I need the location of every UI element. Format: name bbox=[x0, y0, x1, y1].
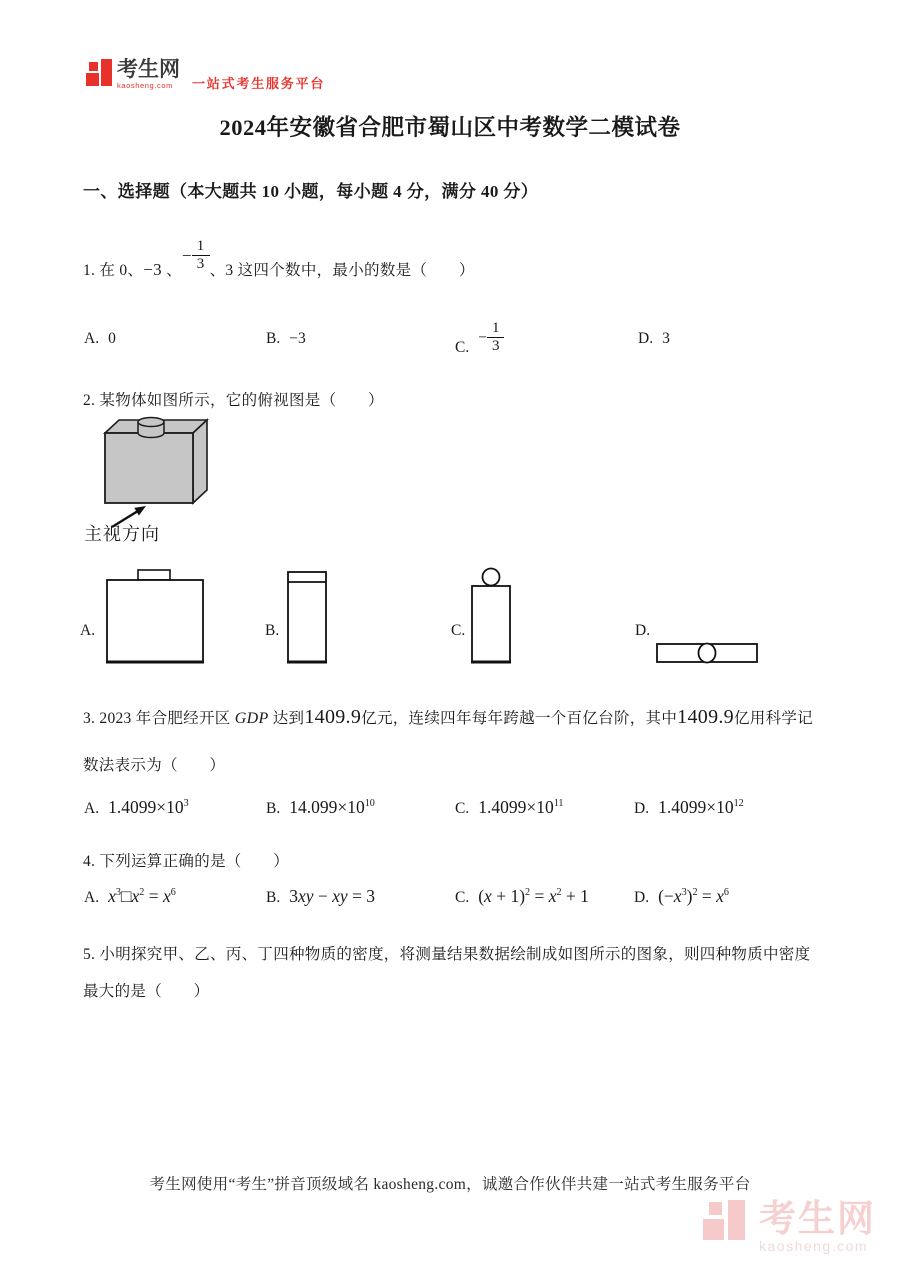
q1-option-c-frac-sign: − bbox=[478, 328, 487, 346]
q1-option-c-frac-num: 1 bbox=[487, 320, 505, 338]
watermark-text-block bbox=[759, 1200, 876, 1254]
q1-option-c-fraction bbox=[478, 320, 504, 356]
q3-option-d bbox=[634, 797, 744, 818]
brand-logo bbox=[86, 59, 325, 92]
page-title: 2024年安徽省合肥市蜀山区中考数学二模试卷 bbox=[219, 115, 681, 140]
q3-option-a bbox=[84, 797, 189, 818]
watermark-logo-icon bbox=[703, 1200, 749, 1252]
q4-option-b bbox=[266, 886, 375, 907]
view-direction-arrow-head bbox=[134, 506, 146, 516]
q4-option-d-value: $(-x^3)^2 = x^6$ bbox=[658, 886, 729, 906]
q3-gdp: GDP bbox=[234, 710, 269, 727]
q1-option-a-value: 0 bbox=[108, 330, 116, 347]
cylinder-top bbox=[138, 418, 164, 427]
shape-c-body bbox=[472, 586, 510, 662]
question-4-text: 4. 下列运算正确的是（ ） bbox=[83, 853, 290, 870]
q1-option-b-value: −3 bbox=[289, 330, 306, 347]
footer-text: 考生网使用“考生”拼音顶级域名 kaosheng.com，诚邀合作伙伴共建一站式考生服务平台 bbox=[149, 1176, 751, 1193]
q1-option-d-value: 3 bbox=[662, 330, 670, 347]
q4-option-b-value: 3xy − xy = 3 bbox=[289, 886, 376, 906]
q3-option-c-value: $1.4099\times 10^{11}$ bbox=[478, 797, 564, 817]
q3-part1: 3. 2023 年合肥经开区 bbox=[83, 710, 235, 727]
q1-fraction bbox=[182, 238, 210, 274]
watermark-brand-domain: kaosheng.com bbox=[759, 1238, 869, 1254]
shape-d-circle bbox=[699, 644, 716, 663]
q2-option-d-label: D. bbox=[635, 622, 651, 639]
question-1-text bbox=[83, 238, 475, 288]
q2-option-c-label: C. bbox=[451, 622, 466, 639]
watermark-brand-name: 考生网 bbox=[759, 1198, 876, 1239]
q3-option-d-label: D. bbox=[634, 800, 650, 817]
q1-option-d-label: D. bbox=[638, 330, 654, 347]
q2-option-a-label: A. bbox=[80, 622, 96, 639]
q1-suffix: 、3 这四个数中，最小的数是（ ） bbox=[209, 261, 475, 279]
q3-part2: 达到 bbox=[268, 710, 305, 727]
q3-option-c-label: C. bbox=[455, 800, 470, 817]
box-front-face bbox=[105, 433, 193, 503]
brand-text-block bbox=[117, 59, 180, 90]
q3-big-number-2: 1409.9 bbox=[677, 706, 734, 728]
box-side-face bbox=[193, 420, 207, 503]
brand-domain: kaosheng.com bbox=[117, 81, 173, 91]
q1-frac-den: 3 bbox=[196, 256, 205, 273]
question-5-text-line2: 最大的是（ ） bbox=[83, 983, 210, 1000]
question-3-text-line1 bbox=[83, 706, 813, 729]
question-5-text-line1: 5. 小明探究甲、乙、丙、丁四种物质的密度，将测量结果数据绘制成如图所示的图象，则四种物质中密度 bbox=[83, 946, 811, 963]
q3-part4: 亿用科学记 bbox=[733, 710, 813, 727]
brand-tagline: 一站式考生服务平台 bbox=[192, 76, 326, 91]
q3-option-b-label: B. bbox=[266, 800, 281, 817]
q1-option-c-label: C. bbox=[455, 338, 470, 356]
q1-option-a bbox=[84, 330, 116, 348]
q4-option-a bbox=[84, 886, 176, 907]
q2-option-shapes bbox=[75, 558, 795, 670]
q3-option-b-value: $14.099\times 10^{10}$ bbox=[289, 797, 375, 817]
q1-option-c-frac-den: 3 bbox=[491, 338, 500, 355]
q4-option-c bbox=[455, 886, 589, 907]
q4-option-c-value: $(x + 1)^2 = x^2 + 1$ bbox=[478, 886, 589, 906]
section-header: 一、选择题（本大题共 10 小题，每小题 4 分，满分 40 分） bbox=[83, 182, 539, 201]
q1-frac-sign: − bbox=[181, 245, 192, 265]
watermark-logo bbox=[703, 1200, 876, 1254]
q4-option-d bbox=[634, 886, 729, 907]
shape-c-circle bbox=[483, 569, 500, 586]
q1-neg3: −3 bbox=[143, 259, 162, 279]
q3-option-b bbox=[266, 797, 375, 818]
shape-a-body bbox=[107, 580, 203, 662]
q3-big-number-1: 1409.9 bbox=[304, 706, 362, 728]
q1-option-b-label: B. bbox=[266, 330, 281, 347]
q3-option-d-value: $1.4099\times 10^{12}$ bbox=[658, 797, 744, 817]
q1-sep: 、 bbox=[161, 261, 182, 279]
q4-option-d-label: D. bbox=[634, 889, 650, 906]
question-2-text: 2. 某物体如图所示，它的俯视图是（ ） bbox=[83, 392, 384, 409]
q3-part3: 亿元，连续四年每年跨越一个百亿台阶，其中 bbox=[361, 710, 678, 727]
q1-option-d bbox=[638, 330, 670, 348]
q1-option-c bbox=[455, 320, 504, 366]
question-3-text-line2: 数法表示为（ ） bbox=[83, 757, 226, 774]
q4-option-c-label: C. bbox=[455, 889, 470, 906]
kaosheng-logo-icon bbox=[86, 59, 114, 90]
q4-option-a-value: $x^3□x^2 = x^6$ bbox=[108, 886, 176, 906]
q3-option-a-value: $1.4099\times 10^3$ bbox=[108, 797, 189, 817]
shape-b-body bbox=[288, 572, 326, 662]
q1-option-b bbox=[266, 330, 306, 348]
q3-option-c bbox=[455, 797, 563, 818]
q1-prefix: 1. 在 0、 bbox=[83, 261, 144, 279]
q1-frac-num: 1 bbox=[192, 238, 210, 256]
q2-view-label: 主视方向 bbox=[84, 524, 160, 544]
q4-option-b-label: B. bbox=[266, 889, 281, 906]
q2-solid-figure bbox=[83, 406, 233, 534]
brand-name: 考生网 bbox=[117, 58, 180, 81]
q2-option-b-label: B. bbox=[265, 622, 280, 639]
q1-option-a-label: A. bbox=[84, 330, 100, 347]
shape-a-knob bbox=[138, 570, 170, 580]
q4-option-a-label: A. bbox=[84, 889, 100, 906]
q3-option-a-label: A. bbox=[84, 800, 100, 817]
